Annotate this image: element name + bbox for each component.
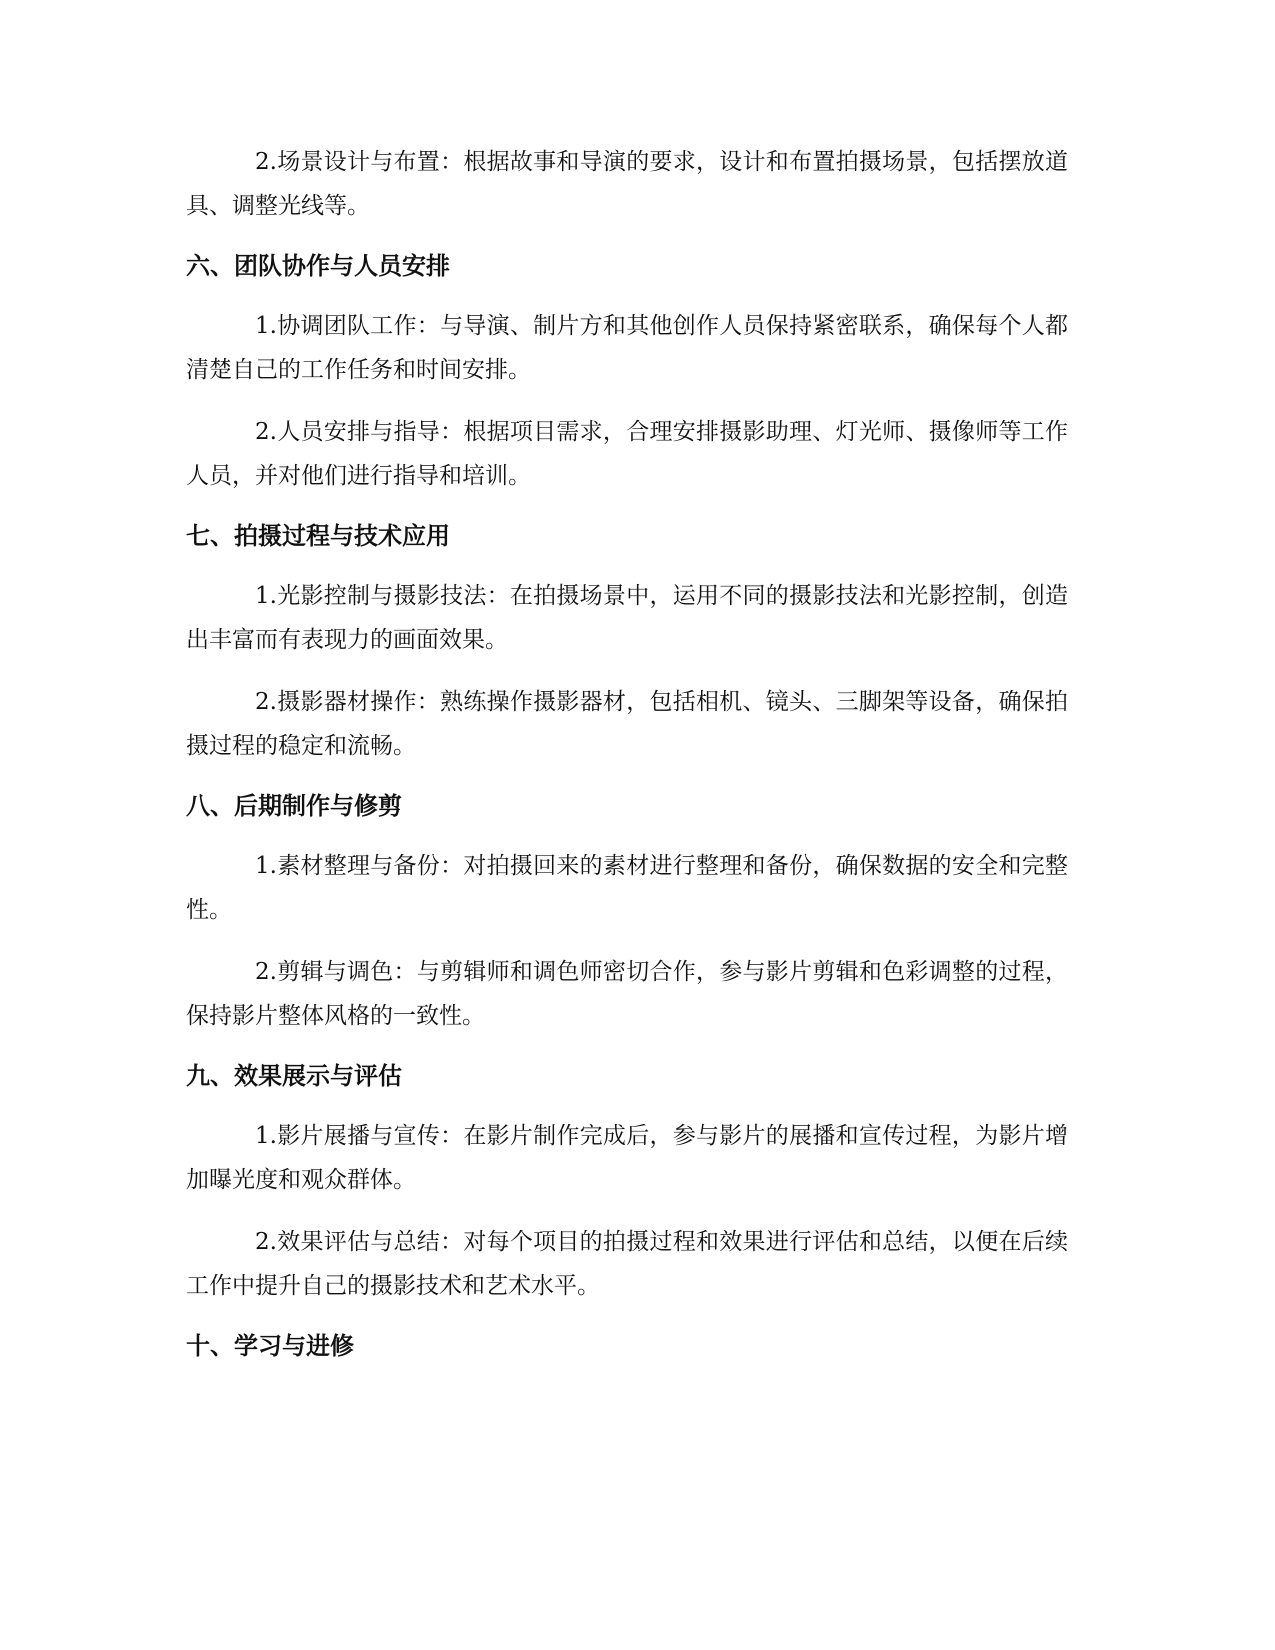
paragraph-editing-grading: 2.剪辑与调色：与剪辑师和调色师密切合作，参与影片剪辑和色彩调整的过程，保持影片整体风格的一致性。 [186,959,1068,1029]
paragraph-staff-arrangement: 2.人员安排与指导：根据项目需求，合理安排摄影助理、灯光师、摄像师等工作人员，并对他们进行指导和培训。 [186,419,1068,489]
paragraph-lighting-control: 1.光影控制与摄影技法：在拍摄场景中，运用不同的摄影技法和光影控制，创造出丰富而有表现力的画面效果。 [186,583,1068,653]
paragraph-material-backup: 1.素材整理与备份：对拍摄回来的素材进行整理和备份，确保数据的安全和完整性。 [186,853,1068,923]
section-heading-10: 十、学习与进修 [186,1332,354,1360]
section-heading-9: 九、效果展示与评估 [186,1062,402,1090]
section-heading-8: 八、后期制作与修剪 [186,792,402,820]
section-heading-7: 七、拍摄过程与技术应用 [186,522,450,550]
paragraph-evaluation-summary: 2.效果评估与总结：对每个项目的拍摄过程和效果进行评估和总结，以便在后续工作中提升自己的摄影技术和艺术水平。 [186,1229,1068,1299]
paragraph-equipment-operation: 2.摄影器材操作：熟练操作摄影器材，包括相机、镜头、三脚架等设备，确保拍摄过程的稳定和流畅。 [186,689,1068,759]
document-page [186,140,1068,1384]
paragraph-scene-design: 2.场景设计与布置：根据故事和导演的要求，设计和布置拍摄场景，包括摆放道具、调整光线等。 [186,149,1068,219]
paragraph-team-coordination: 1.协调团队工作：与导演、制片方和其他创作人员保持紧密联系，确保每个人都清楚自己的工作任务和时间安排。 [186,313,1068,383]
paragraph-film-promotion: 1.影片展播与宣传：在影片制作完成后，参与影片的展播和宣传过程，为影片增加曝光度和观众群体。 [186,1123,1068,1193]
section-heading-6: 六、团队协作与人员安排 [186,252,450,280]
